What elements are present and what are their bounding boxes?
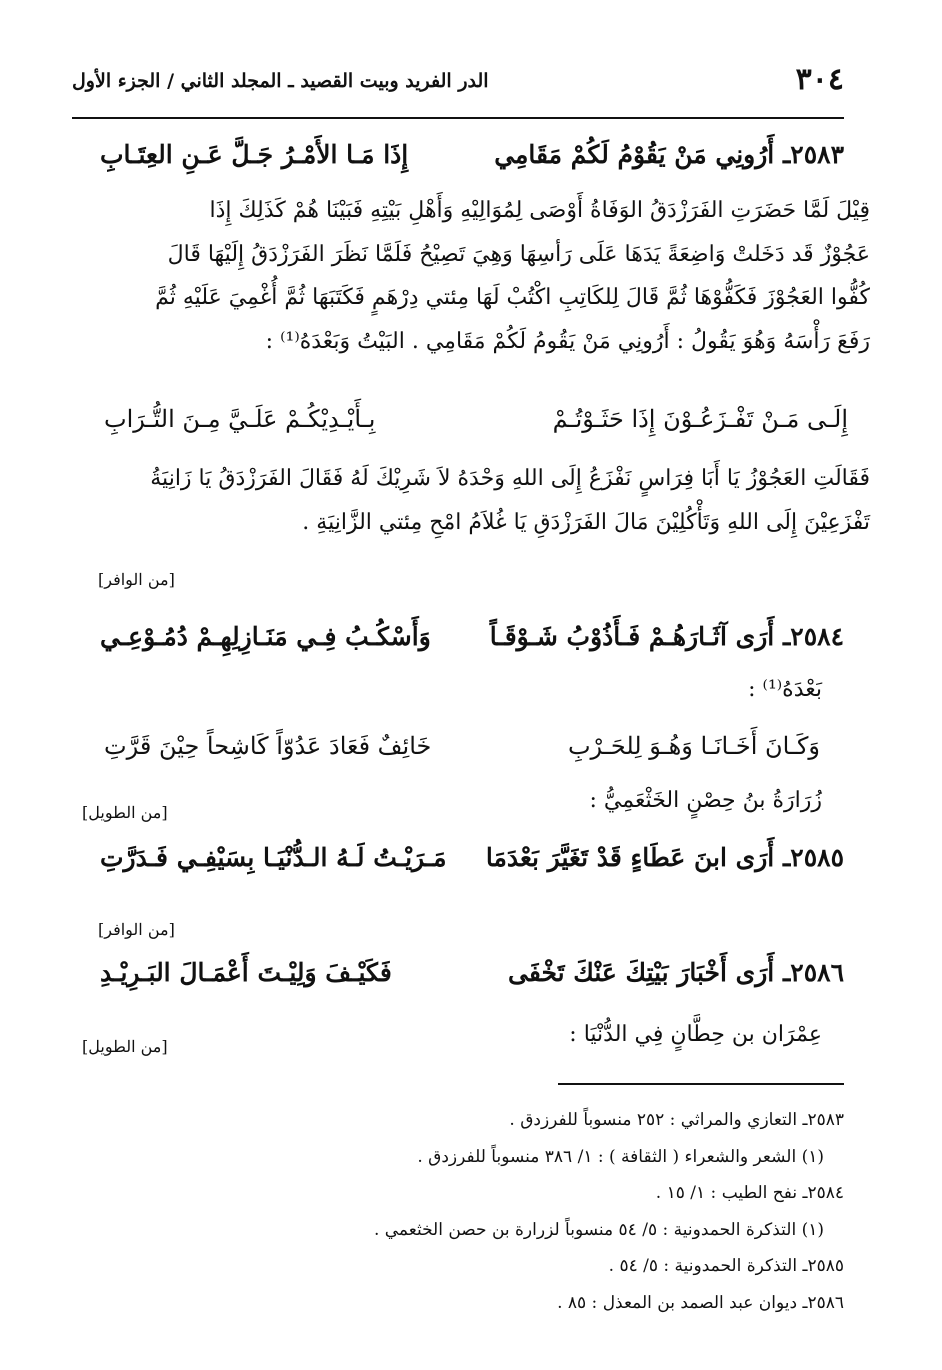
meter-label: [من الوافر]: [98, 570, 175, 589]
meter-label: [من الطويل]: [82, 1037, 168, 1056]
poet-attribution: زُرَارَةُ بنُ حِصْنٍ الخَثْعَمِيُّ :: [589, 788, 822, 813]
footnote: ٢٥٨٥ـ التذكرة الحمدونية : ٥/ ٥٤ .: [608, 1256, 844, 1276]
footnote: ٢٥٨٦ـ ديوان عبد الصمد بن المعذل : ٨٥ .: [557, 1293, 844, 1313]
prose-line: بَعْدَهُ⁽¹⁾ :: [748, 677, 822, 702]
meter-label: [من الطويل]: [82, 803, 168, 822]
verse-2583: [100, 140, 844, 184]
verse-2584-continuation: [104, 732, 848, 776]
verse-hemistich-second: خَائِفٌ فَعَادَ عَدُوّاً كَاشِحاً حِيْنَ قَرَّتِ: [104, 732, 432, 760]
verse-hemistich-second: بِـأَيْـدِيْكُـمْ عَلَـيَّ مِـنَ التُّـرَابِ: [104, 405, 376, 433]
prose-line: كُفُّوا العَجُوْزَ فَكَفُّوْهَا ثُمَّ قَالَ لِلكَاتِبِ اكْتُبْ لَهَا مِئتي دِرْهَمٍ فَكَتَبَهَا ثُمَّ أُغْمِيَ عَلَيْهِ ثُمَّ: [155, 285, 870, 310]
prose-line: فَقَالَتِ العَجُوْزُ يَا أَبَا فِرَاسٍ نَفْزَعُ إِلَى اللهِ وَحْدَهُ لاَ شَرِيْكَ لَهُ فَقَالَ الفَرَزْدَقُ يَا زَانِيَةُ: [150, 466, 870, 491]
running-title: الدر الفريد وبيت القصيد ـ المجلد الثاني / الجزء الأول: [72, 70, 489, 92]
verse-2586: [100, 958, 844, 1002]
footnote: (١) التذكرة الحمدونية : ٥/ ٥٤ منسوباً لزرارة بن حصن الخثعمي .: [373, 1220, 824, 1240]
verse-hemistich-first: ٢٥٨٣ـ أَرُونِي مَنْ يَقُوْمُ لَكُمْ مَقَامِي: [494, 140, 844, 169]
verse-hemistich-second: مَـرَيْـتُ لَـهُ الـدُّنْيَـا بِسَيْفِـي فَـدَرَّتِ: [100, 843, 447, 872]
page-number: ٣٠٤: [795, 62, 844, 97]
verse-2584: [100, 622, 844, 666]
prose-line: قِيْلَ لَمَّا حَضَرَتِ الفَرَزْدَقُ الوَفَاةُ أَوْصَى لِمُوَالِيْهِ وَأَهْلِ بَيْتِهِ فَبَيْنَا هُمْ كَذَلِكَ إِذَا: [209, 198, 870, 223]
footnote: ٢٥٨٤ـ نفح الطيب : ١/ ١٥ .: [655, 1183, 844, 1203]
verse-hemistich-second: إِذَا مَـا الأَمْـرُ جَـلَّ عَـنِ العِتَـابِ: [100, 140, 409, 169]
verse-2585: [100, 843, 844, 887]
verse-hemistich-first: ٢٥٨٤ـ أَرَى آثَـارَهُـمْ فَـأَذُوْبُ شَـوْقَـاً: [489, 622, 844, 651]
footnote: ٢٥٨٣ـ التعازي والمراثي : ٢٥٢ منسوباً للفرزدق .: [509, 1110, 844, 1130]
header-rule: [72, 117, 844, 119]
verse-hemistich-second: وَأَسْكُـبُ فِـي مَنَـازِلِهِـمْ دُمُـوْعِـي: [100, 622, 431, 651]
verse-hemistich-first: إِلَـى مَـنْ تَفْـزَعُـوْنَ إِذَا حَثَـوْتُـمْ: [552, 405, 848, 433]
verse-hemistich-first: ٢٥٨٥ـ أَرَى ابنَ عَطَاءٍ قَدْ تَغَيَّرَ بَعْدَمَا: [485, 843, 844, 872]
running-header: [72, 62, 844, 102]
verse-hemistich-first: وَكَـانَ أَخَـانَـا وَهُـوَ لِلحَـرْبِ: [567, 732, 820, 760]
prose-line: تَفْزَعِيْنَ إِلَى اللهِ وَتَأْكُلِيْنَ مَالَ الفَرَزْدَقِ يَا غُلاَمُ امْحِ مِئتي الزَّانِيَةِ .: [302, 510, 870, 535]
prose-line: عَجُوْزٌ قَد دَخَلتْ وَاضِعَةً يَدَهَا عَلَى رَأسِهَا وَهِيَ تَصِيْحُ فَلَمَّا نَظَرَ الفَرَزْدَقُ إِلَيْهَا قَالَ: [167, 242, 870, 267]
footnote-rule: [558, 1083, 844, 1085]
footnote: (١) الشعر والشعراء ( الثقافة ) : ١/ ٣٨٦ منسوباً للفرزدق .: [417, 1147, 824, 1167]
verse-2583-continuation: [104, 405, 848, 449]
prose-line: رَفَعَ رَأْسَهُ وَهُوَ يَقُولُ : أَرُونِي مَنْ يَقُومُ لَكُمْ مَقَامِي . البَيْتُ وَبَعْدَهُ⁽¹⁾ :: [265, 329, 870, 354]
meter-label: [من الوافر]: [98, 920, 175, 939]
poet-attribution: عِمْرَان بن حِطَّانٍ فِي الدُّنْيَا :: [569, 1022, 822, 1047]
verse-hemistich-second: فَكَيْـفَ وَلِيْـتَ أَعْمَـالَ البَـرِيْـدِ: [100, 958, 392, 987]
verse-hemistich-first: ٢٥٨٦ـ أَرَى أَخْبَارَ بَيْتِكَ عَنْكَ تَخْفَى: [507, 958, 844, 987]
